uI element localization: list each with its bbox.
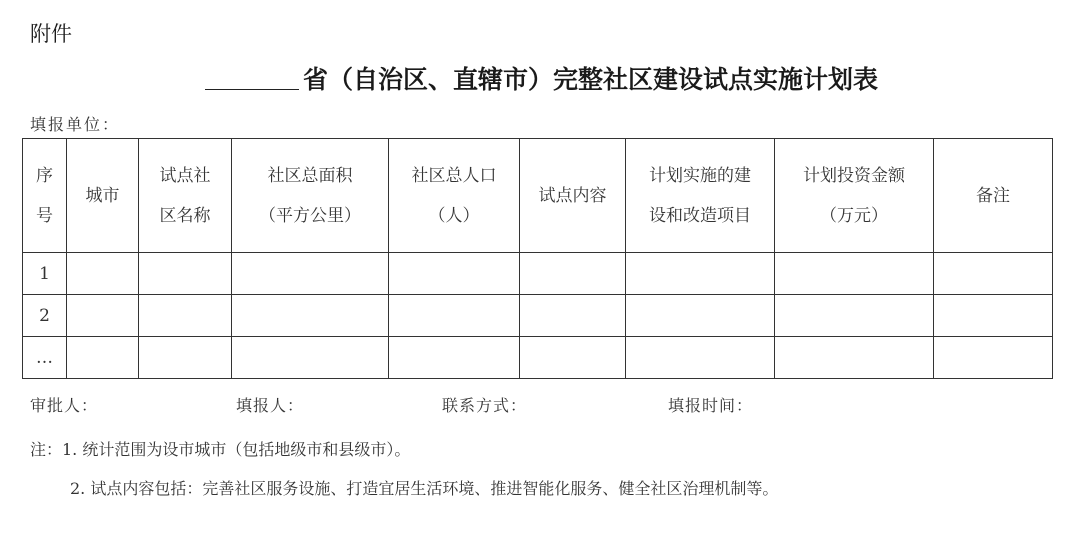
page-title xyxy=(0,60,1083,96)
note-2: 2. 试点内容包括：完善社区服务设施、打造宜居生活环境、推进智能化服务、健全社区治理机制等。 xyxy=(70,479,779,498)
header-cell-index: 序 号 xyxy=(23,139,67,253)
plan-table xyxy=(22,138,1053,379)
table-header-row xyxy=(23,139,1053,253)
title-blank-line xyxy=(205,65,299,90)
row-index: 1 xyxy=(23,253,67,295)
title-text: 省（自治区、直辖市）完整社区建设试点实施计划表 xyxy=(302,65,878,94)
row-index: 2 xyxy=(23,295,67,337)
table-row xyxy=(23,253,1053,295)
note-1: 注：1. 统计范围为设市城市（包括地级市和县级市）。 xyxy=(30,440,411,459)
header-cell-projects: 计划实施的建 设和改造项目 xyxy=(626,139,775,253)
row-index: … xyxy=(23,337,67,379)
contact-label: 联系方式： xyxy=(442,396,528,415)
filler-label: 填报人： xyxy=(236,396,305,415)
filing-unit-label: 填报单位： xyxy=(30,115,121,134)
header-cell-population: 社区总人口 （人） xyxy=(389,139,520,253)
approver-label: 审批人： xyxy=(30,396,99,415)
attachment-label: 附件 xyxy=(30,22,72,46)
header-cell-city: 城市 xyxy=(67,139,139,253)
header-cell-remarks: 备注 xyxy=(934,139,1053,253)
fill-time-label: 填报时间： xyxy=(668,396,754,415)
header-cell-community-name: 试点社 区名称 xyxy=(139,139,232,253)
signature-row xyxy=(0,393,1083,417)
header-cell-investment: 计划投资金额 （万元） xyxy=(775,139,934,253)
table-row xyxy=(23,337,1053,379)
header-cell-area: 社区总面积 （平方公里） xyxy=(232,139,389,253)
table-row xyxy=(23,295,1053,337)
header-cell-content: 试点内容 xyxy=(520,139,626,253)
